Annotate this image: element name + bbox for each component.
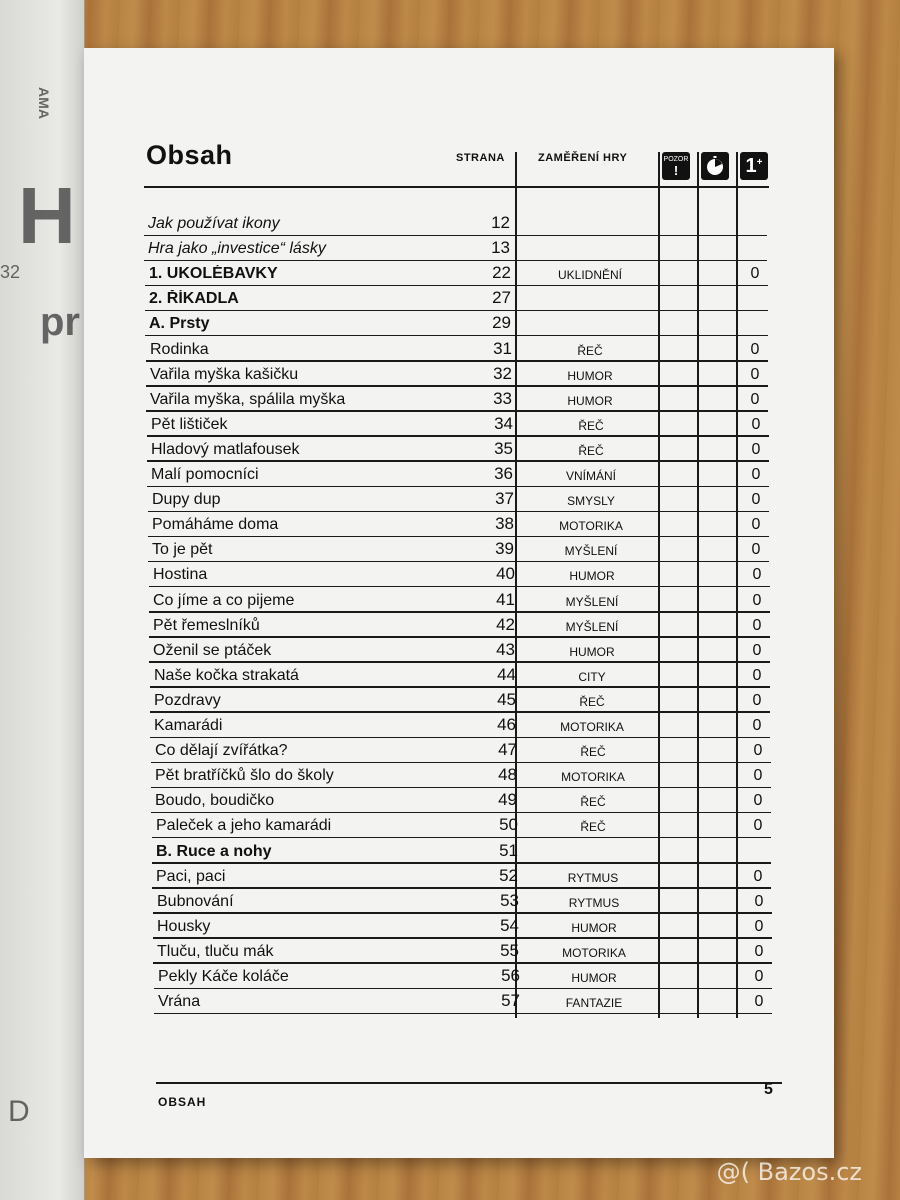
entry-focus: MYŠLENÍ	[565, 619, 619, 634]
entry-focus: MOTORIKA	[561, 770, 625, 785]
entry-page: 33	[493, 388, 512, 408]
entry-page: 47	[498, 740, 517, 760]
entry-page: 34	[494, 413, 513, 433]
table-row	[84, 562, 834, 587]
entry-page: 31	[493, 338, 512, 358]
entry-focus: MOTORIKA	[559, 519, 623, 534]
entry-page: 41	[496, 589, 515, 609]
entry-focus: ŘEČ	[580, 795, 606, 810]
table-row	[84, 663, 834, 688]
watermark-text: @( Bazos.cz	[716, 1158, 862, 1186]
table-row	[84, 839, 834, 864]
entry-focus: MOTORIKA	[560, 720, 624, 734]
entry-title: Oženil se ptáček	[153, 641, 272, 659]
entry-page: 35	[494, 438, 513, 458]
entry-title: Bubnování	[157, 892, 234, 910]
header-rule	[144, 186, 769, 188]
table-row	[84, 286, 834, 311]
entry-age-mark: 0	[754, 993, 764, 1011]
table-row	[84, 462, 834, 487]
entry-age-mark: 0	[750, 340, 760, 358]
entry-title: To je pět	[152, 541, 213, 559]
entry-focus: VNÍMÁNÍ	[565, 469, 616, 483]
entry-page: 40	[496, 564, 515, 584]
entry-title: Kamarádi	[154, 717, 223, 734]
stopwatch-icon	[701, 152, 729, 180]
table-row	[84, 613, 834, 638]
entry-focus: ŘEČ	[578, 443, 604, 458]
table-row	[84, 362, 834, 387]
entry-page: 46	[497, 715, 516, 734]
entry-focus: ŘEČ	[580, 745, 606, 760]
entry-focus: SMYSLY	[567, 494, 615, 509]
entry-title: 1. UKOLÉBAVKY	[149, 265, 278, 283]
entry-age-mark: 0	[751, 516, 761, 534]
entry-title: Pozdravy	[154, 691, 221, 709]
entry-page: 56	[501, 966, 520, 985]
entry-focus: RYTMUS	[568, 895, 620, 910]
entry-title: Rodinka	[150, 340, 209, 358]
entry-title: Hra jako „investice“ lásky	[148, 240, 326, 258]
entry-title: Boudo, boudičko	[155, 792, 275, 810]
entry-age-mark: 0	[750, 365, 760, 383]
table-row	[84, 387, 834, 412]
entry-age-mark: 0	[752, 666, 762, 684]
entry-focus: MYŠLENÍ	[565, 594, 619, 609]
entry-page: 38	[495, 514, 514, 534]
age-one-plus-icon	[740, 152, 768, 180]
table-row	[84, 713, 834, 738]
footer-rule	[156, 1082, 782, 1084]
row-rule-right	[517, 1013, 772, 1015]
entry-title: Pomáháme doma	[152, 516, 279, 534]
footer-section-label: OBSAH	[158, 1095, 207, 1109]
entry-age-mark: 0	[754, 968, 764, 985]
table-row	[84, 537, 834, 562]
entry-focus: HUMOR	[571, 971, 617, 985]
table-row	[84, 738, 834, 763]
table-row	[84, 261, 834, 286]
row-rule	[154, 1013, 516, 1015]
table-row	[84, 337, 834, 362]
entry-age-mark: 0	[752, 691, 762, 709]
table-row	[84, 211, 834, 236]
entry-age-mark: 0	[754, 942, 764, 960]
entry-title: Tluču, tluču mák	[157, 942, 274, 960]
entry-focus: HUMOR	[567, 393, 613, 408]
table-row	[84, 487, 834, 512]
caution-icon-label: POZOR	[663, 155, 689, 163]
toc-page	[84, 48, 834, 1158]
entry-age-mark: 0	[754, 892, 764, 910]
entry-page: 44	[497, 664, 516, 684]
entry-title: Vařila myška kašičku	[150, 365, 299, 383]
entry-title: 2. ŘÍKADLA	[149, 290, 239, 308]
entry-page: 36	[494, 464, 513, 483]
entry-title: Pět bratříčků šlo do školy	[155, 767, 334, 785]
entry-focus: HUMOR	[567, 368, 613, 383]
entry-page: 48	[498, 765, 517, 785]
entry-focus: CITY	[578, 669, 606, 684]
table-row	[84, 638, 834, 663]
table-row	[84, 512, 834, 537]
entry-page: 55	[500, 940, 519, 960]
entry-age-mark: 0	[753, 867, 763, 885]
entry-page: 49	[498, 790, 517, 810]
table-row	[84, 788, 834, 813]
entry-page: 12	[491, 213, 510, 232]
entry-age-mark: 0	[752, 717, 762, 734]
entry-page: 45	[497, 689, 516, 709]
entry-focus: ŘEČ	[578, 418, 604, 433]
entry-focus: UKLIDNĚNÍ	[557, 268, 622, 283]
table-row	[84, 964, 834, 989]
entry-title: Co jíme a co pijeme	[153, 591, 295, 609]
entry-title: Pekly Káče koláče	[158, 968, 289, 985]
entry-age-mark: 0	[752, 641, 762, 659]
entry-title: A. Prsty	[149, 315, 210, 333]
caution-icon	[662, 152, 690, 180]
entry-page: 54	[500, 915, 519, 935]
entry-page: 37	[495, 489, 514, 509]
entry-page: 53	[500, 890, 519, 910]
entry-page: 43	[496, 639, 515, 659]
table-row	[84, 864, 834, 889]
entry-title: B. Ruce a nohy	[156, 842, 272, 860]
table-row	[84, 412, 834, 437]
entry-age-mark: 0	[751, 440, 761, 458]
entry-focus: MYŠLENÍ	[564, 544, 618, 559]
entry-title: Dupy dup	[152, 491, 221, 509]
entry-title: Naše kočka strakatá	[154, 666, 299, 684]
page-title: Obsah	[146, 140, 233, 170]
entry-focus: HUMOR	[569, 569, 615, 584]
entry-age-mark: 0	[751, 415, 761, 433]
entry-page: 51	[499, 840, 518, 860]
entry-page: 57	[501, 991, 520, 1011]
entry-page: 52	[499, 865, 518, 885]
entry-focus: HUMOR	[569, 644, 615, 659]
age-icon-number: 1	[745, 154, 757, 177]
entry-title: Malí pomocníci	[151, 466, 259, 483]
entry-title: Paleček a jeho kamarádi	[156, 817, 332, 835]
entry-title: Housky	[157, 917, 211, 935]
entry-age-mark: 0	[753, 767, 763, 785]
entry-focus: MOTORIKA	[562, 945, 626, 960]
entry-focus: RYTMUS	[567, 870, 619, 885]
entry-page: 22	[492, 263, 511, 283]
entry-title: Hostina	[153, 566, 208, 584]
table-row	[84, 311, 834, 336]
table-row	[84, 763, 834, 788]
page-number: 5	[764, 1081, 773, 1098]
entry-page: 39	[495, 539, 514, 559]
entry-age-mark: 0	[752, 616, 762, 634]
age-icon-plus: +	[756, 156, 763, 168]
table-row	[84, 236, 834, 261]
entry-age-mark: 0	[751, 541, 761, 559]
entry-page: 50	[499, 815, 518, 835]
entry-title: Paci, paci	[156, 867, 226, 885]
caution-icon-mark: !	[673, 162, 679, 178]
table-row	[84, 914, 834, 939]
entry-age-mark: 0	[751, 491, 761, 509]
entry-title: Pět řemeslníků	[153, 616, 260, 634]
entry-focus: ŘEČ	[580, 820, 606, 835]
entry-page: 27	[492, 288, 511, 308]
column-header-page: STRANA	[456, 152, 505, 164]
entry-age-mark: 0	[751, 466, 761, 483]
table-row	[84, 939, 834, 964]
entry-page: 32	[493, 363, 512, 383]
table-row	[84, 889, 834, 914]
entry-age-mark: 0	[754, 917, 764, 935]
entry-age-mark: 0	[752, 591, 762, 609]
entry-title: Co dělají zvířátka?	[155, 742, 288, 760]
entry-age-mark: 0	[753, 742, 763, 760]
entry-age-mark: 0	[753, 817, 763, 835]
table-row	[84, 688, 834, 713]
entry-title: Hladový matlafousek	[151, 440, 300, 458]
column-header-focus: ZAMĚŘENÍ HRY	[538, 152, 628, 164]
entry-page: 13	[491, 238, 510, 258]
entry-age-mark: 0	[750, 265, 760, 283]
entry-focus: HUMOR	[571, 920, 617, 935]
entry-title: Pět lištiček	[151, 415, 228, 433]
entry-page: 42	[496, 614, 515, 634]
table-row	[84, 813, 834, 838]
entry-focus: FANTAZIE	[565, 996, 623, 1011]
entry-title: Vařila myška, spálila myška	[150, 390, 346, 408]
table-row	[84, 437, 834, 462]
table-row	[84, 989, 834, 1014]
entry-age-mark: 0	[753, 792, 763, 810]
table-row	[84, 588, 834, 613]
entry-age-mark: 0	[752, 566, 762, 584]
entry-focus: ŘEČ	[579, 694, 605, 709]
entry-title: Jak používat ikony	[148, 215, 280, 232]
entry-focus: ŘEČ	[577, 343, 603, 358]
entry-page: 29	[492, 313, 511, 333]
previous-page: AMA H 32 pr D	[0, 0, 85, 1200]
entry-age-mark: 0	[750, 390, 760, 408]
entry-title: Vrána	[158, 993, 201, 1011]
